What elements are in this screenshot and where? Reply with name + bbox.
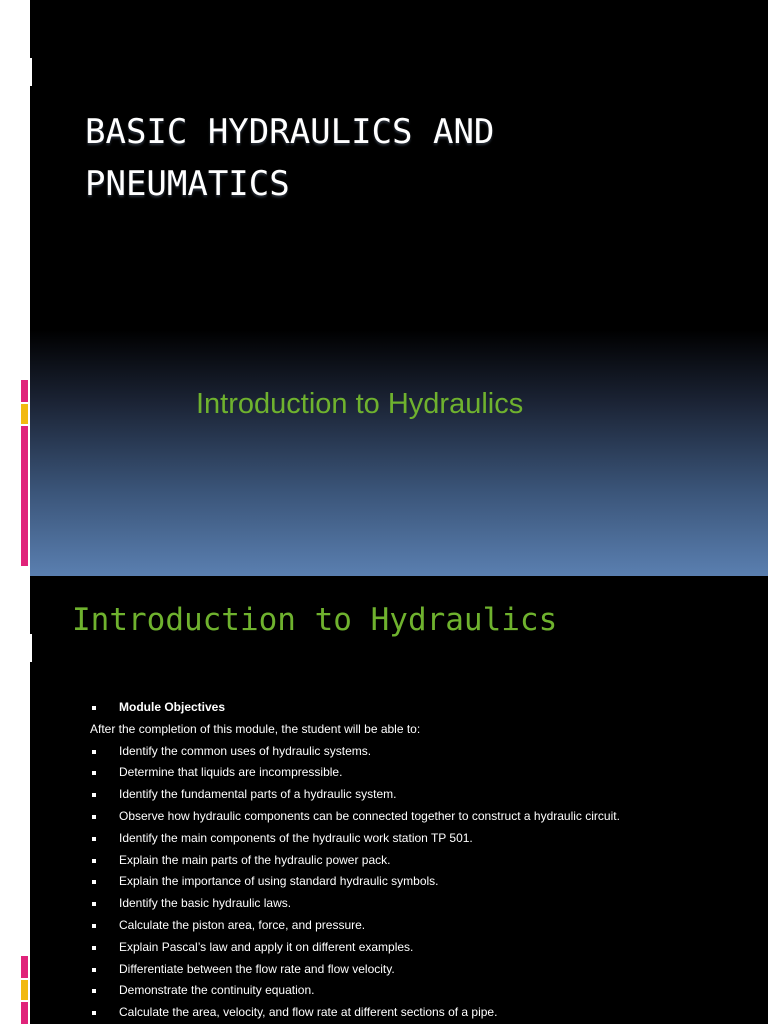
slide-accent-strip bbox=[21, 380, 28, 566]
list-item bbox=[90, 871, 750, 893]
list-item-text: Explain Pascal’s law and apply it on different examples. bbox=[119, 939, 414, 954]
title-line-2: PNEUMATICS bbox=[85, 164, 290, 204]
list-item bbox=[90, 784, 750, 806]
bullet-icon bbox=[92, 880, 96, 884]
bullet-icon bbox=[92, 989, 96, 993]
bullet-icon bbox=[92, 750, 96, 754]
slide-accent-strip-2 bbox=[21, 956, 28, 1024]
bullet-icon bbox=[92, 815, 96, 819]
presentation-subtitle: Introduction to Hydraulics bbox=[196, 388, 524, 420]
objectives-heading bbox=[90, 697, 750, 719]
list-item bbox=[90, 806, 750, 828]
list-item bbox=[90, 741, 750, 763]
bullet-icon bbox=[92, 837, 96, 841]
title-line-1: BASIC HYDRAULICS AND bbox=[85, 112, 495, 152]
bullet-icon bbox=[92, 946, 96, 950]
list-item-text: Determine that liquids are incompressible. bbox=[119, 765, 343, 780]
bullet-icon bbox=[92, 1011, 96, 1015]
slide-corner-mark-2 bbox=[19, 634, 33, 662]
bullet-icon bbox=[92, 771, 96, 775]
list-item-text: Calculate the piston area, force, and pressure. bbox=[119, 917, 366, 932]
list-item bbox=[90, 893, 750, 915]
bullet-icon bbox=[92, 968, 96, 972]
list-item bbox=[90, 937, 750, 959]
list-item bbox=[90, 1002, 750, 1024]
list-item-text: Demonstrate the continuity equation. bbox=[119, 983, 315, 998]
bullet-icon bbox=[92, 793, 96, 797]
list-item-text: Identify the common uses of hydraulic systems. bbox=[119, 743, 372, 758]
bullet-icon bbox=[92, 902, 96, 906]
list-item bbox=[90, 850, 750, 872]
bullet-icon bbox=[92, 859, 96, 863]
list-item-text: Explain the main parts of the hydraulic power pack. bbox=[119, 852, 391, 867]
list-item-text: Explain the importance of using standard hydraulic symbols. bbox=[119, 874, 439, 889]
list-item-text: Identify the fundamental parts of a hydraulic system. bbox=[119, 787, 397, 802]
slide-title: Introduction to Hydraulics bbox=[72, 602, 558, 638]
slide-corner-mark bbox=[19, 58, 33, 86]
list-item-text: Observe how hydraulic components can be connected together to construct a hydraulic circuit. bbox=[119, 808, 620, 823]
list-item-text: Calculate the area, velocity, and flow rate at different sections of a pipe. bbox=[119, 1005, 498, 1020]
title-slide bbox=[30, 0, 768, 576]
list-item-text: Identify the main components of the hydraulic work station TP 501. bbox=[119, 830, 473, 845]
intro-text: After the completion of this module, the student will be able to: bbox=[90, 721, 421, 736]
list-item bbox=[90, 959, 750, 981]
list-item bbox=[90, 762, 750, 784]
objectives-intro bbox=[90, 719, 750, 741]
presentation-title bbox=[85, 106, 645, 210]
objectives-list bbox=[90, 697, 750, 1024]
list-item bbox=[90, 915, 750, 937]
list-item-text: Identify the basic hydraulic laws. bbox=[119, 896, 292, 911]
bullet-icon bbox=[92, 924, 96, 928]
list-item bbox=[90, 828, 750, 850]
list-item-text: Differentiate between the flow rate and flow velocity. bbox=[119, 961, 395, 976]
list-item bbox=[90, 980, 750, 1002]
heading-text: Module Objectives bbox=[119, 700, 226, 714]
bullet-icon bbox=[92, 706, 96, 710]
